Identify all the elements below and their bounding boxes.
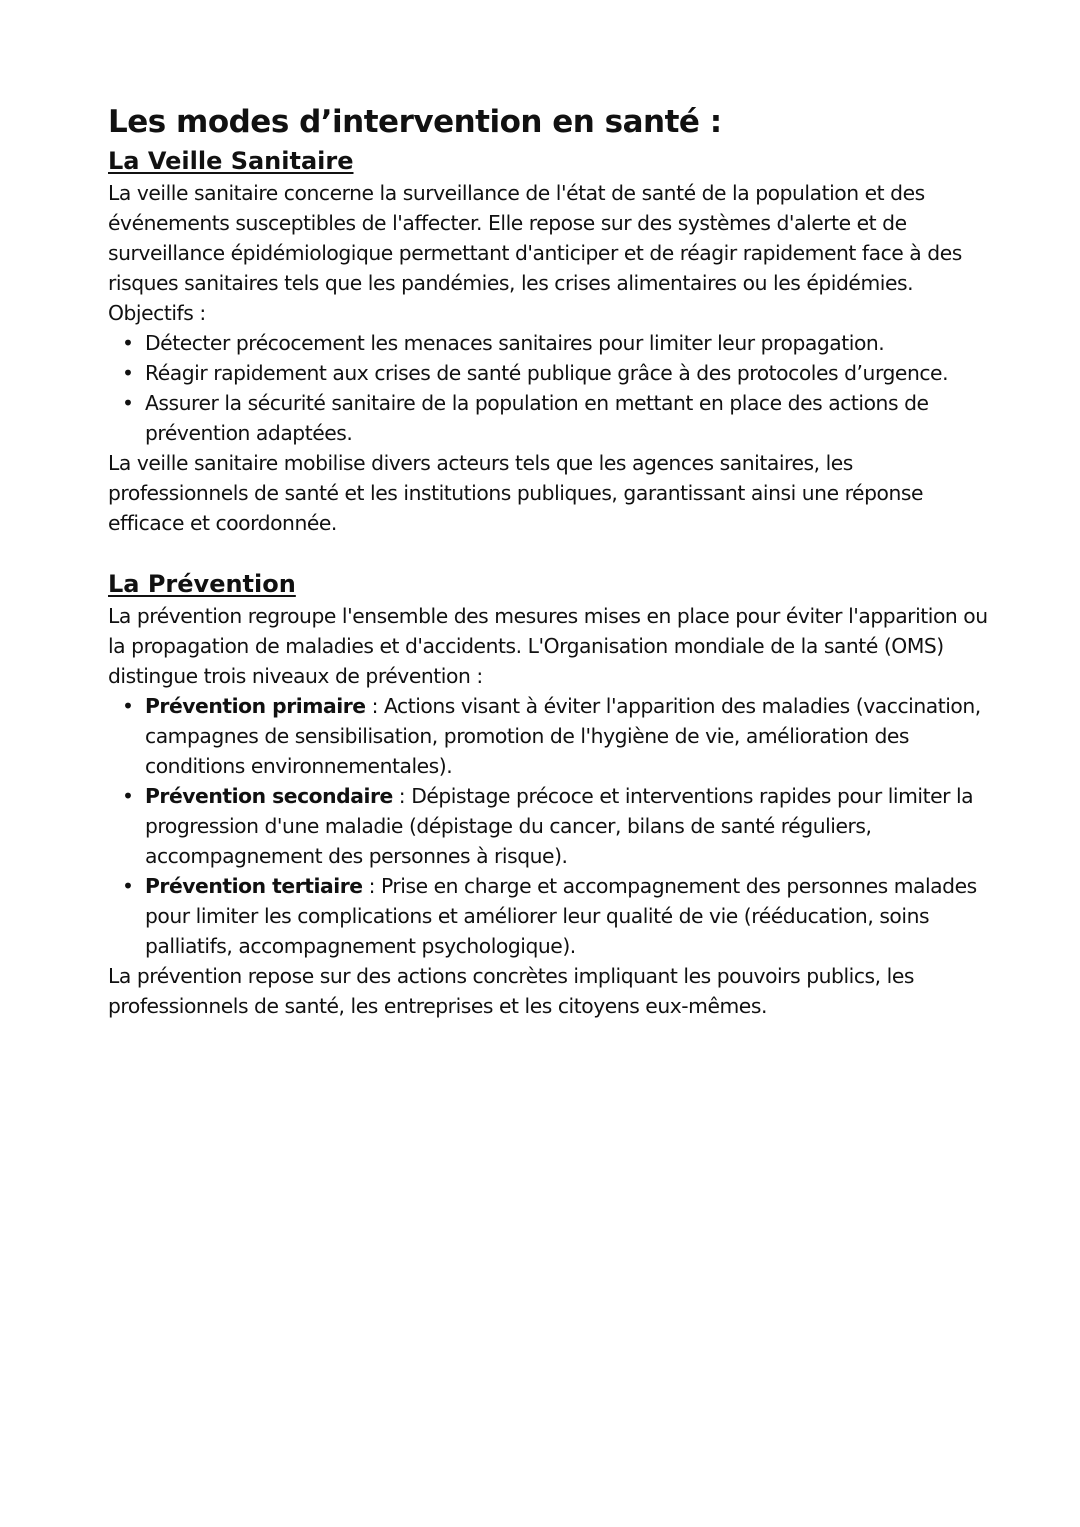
document-page xyxy=(108,100,988,1021)
prevention-level-item xyxy=(145,691,988,781)
prevention-level-term: Prévention secondaire xyxy=(145,784,393,808)
prevention-level-term: Prévention tertiaire xyxy=(145,874,363,898)
prevention-level-description: : Dépistage précoce et interventions rapides pour limiter la progression d'une maladie (dépistage du cancer, bilans de santé réguliers, accompagnement des personnes à risque). xyxy=(145,784,974,868)
objective-item: • Détecter précocement les menaces sanitaires pour limiter leur propagation. xyxy=(145,328,988,358)
prevention-level-description: : Prise en charge et accompagnement des personnes malades pour limiter les complications et améliorer leur qualité de vie (rééducation, soins palliatifs, accompagnement psychologique). xyxy=(145,874,977,958)
objectives-list xyxy=(108,328,988,448)
prevention-level-term: Prévention primaire xyxy=(145,694,366,718)
veille-intro-paragraph: La veille sanitaire concerne la surveillance de l'état de santé de la population et des événements susceptibles de l'affecter. Elle repose sur des systèmes d'alerte et de surveillance épidémiologique permettant d'anticiper et de réagir rapidement face à des risques sanitaires tels que les pandémies, les crises alimentaires ou les épidémies. xyxy=(108,181,962,295)
section-heading-prevention: La Prévention xyxy=(108,570,296,598)
objectives-label: Objectifs : xyxy=(108,301,206,325)
veille-conclusion-paragraph: La veille sanitaire mobilise divers acteurs tels que les agences sanitaires, les professionnels de santé et les institutions publiques, garantissant ainsi une réponse efficace et coordonnée. xyxy=(108,451,923,535)
objective-item: • Assurer la sécurité sanitaire de la population en mettant en place des actions de prévention adaptées. xyxy=(145,388,988,448)
page-title: Les modes d’intervention en santé : xyxy=(108,104,722,140)
section-heading-veille-sanitaire: La Veille Sanitaire xyxy=(108,147,354,175)
prevention-level-item xyxy=(145,781,988,871)
prevention-level-item xyxy=(145,871,988,961)
prevention-levels-list xyxy=(108,691,988,961)
prevention-intro-paragraph: La prévention regroupe l'ensemble des mesures mises en place pour éviter l'apparition ou la propagation de maladies et d'accidents. L'Organisation mondiale de la santé (OMS) distingue trois niveaux de prévention : xyxy=(108,604,988,688)
prevention-conclusion-paragraph: La prévention repose sur des actions concrètes impliquant les pouvoirs publics, les professionnels de santé, les entreprises et les citoyens eux-mêmes. xyxy=(108,964,914,1018)
prevention-level-description: : Actions visant à éviter l'apparition des maladies (vaccination, campagnes de sensibilisation, promotion de l'hygiène de vie, amélioration des conditions environnementales). xyxy=(145,694,981,778)
objective-item: • Réagir rapidement aux crises de santé publique grâce à des protocoles d’urgence. xyxy=(145,358,988,388)
